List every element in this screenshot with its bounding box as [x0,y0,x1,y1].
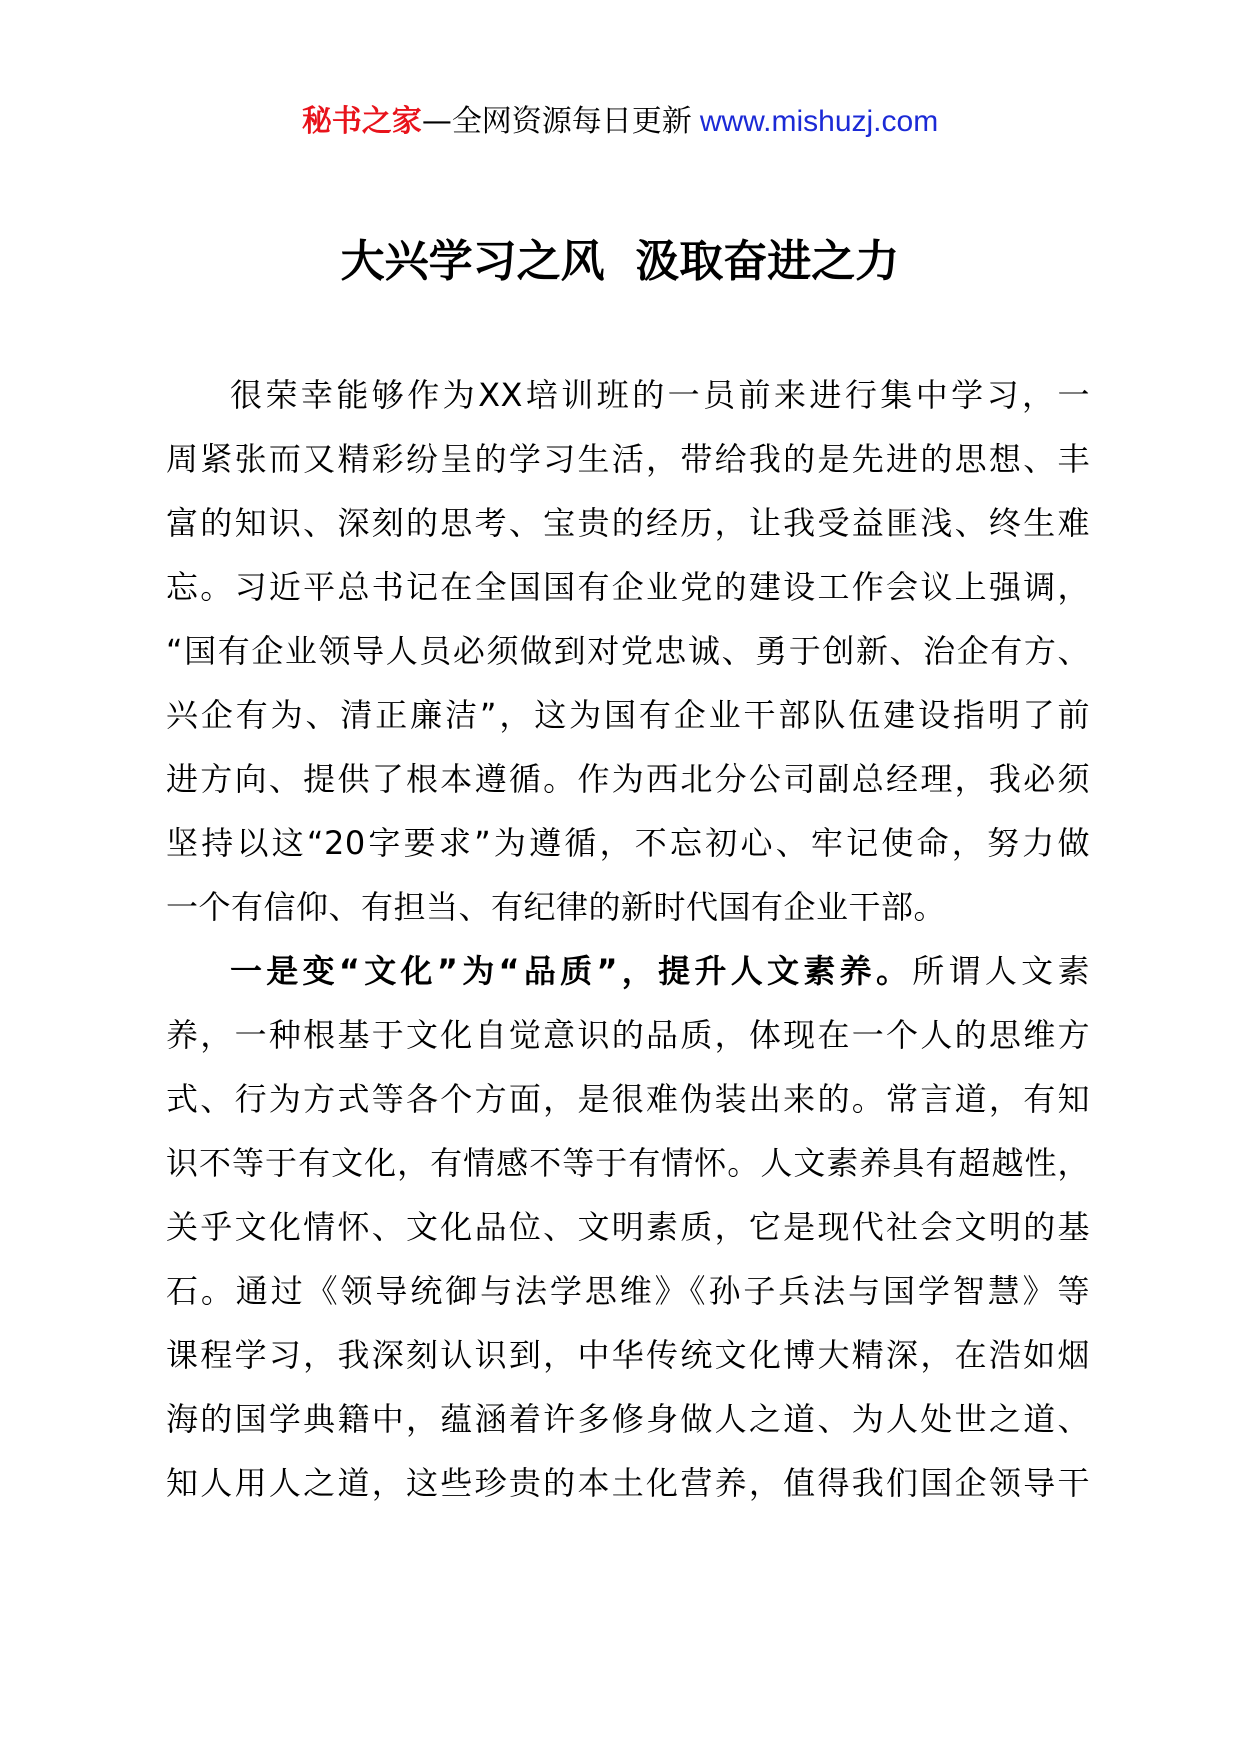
site-header [0,100,1240,144]
paragraph-1-line-9: 一个有信仰、有担当、有纪律的新时代国有企业干部。 [166,888,947,926]
paragraph-2-lead-heading: 一是变“文化”为“品质”，提升人文素养。 [230,952,913,990]
paragraph-1-line-7: 进方向、提供了根本遵循。作为西北分公司副总经理，我必须 [166,760,1090,798]
paragraph-1-line-1: 很荣幸能够作为XX培训班的一员前来进行集中学习，一 [230,376,1090,414]
paragraph-2-line-5: 关乎文化情怀、文化品位、文明素质，它是现代社会文明的基 [166,1208,1090,1246]
paragraph-1-line-6: 兴企有为、清正廉洁”，这为国有企业干部队伍建设指明了前 [166,696,1090,734]
paragraph-1-line-5: “国有企业领导人员必须做到对党忠诚、勇于创新、治企有方、 [166,632,1090,670]
site-url-link[interactable]: www.mishuzj.com [699,105,939,138]
paragraph-1-line-8: 坚持以这“20字要求”为遵循，不忘初心、牢记使命，努力做 [166,824,1090,862]
paragraph-2-line-7: 课程学习，我深刻认识到，中华传统文化博大精深，在浩如烟 [166,1336,1090,1374]
paragraph-2-lead-text: 所谓人文素 [912,952,1090,990]
paragraph-2-line-8: 海的国学典籍中，蕴涵着许多修身做人之道、为人处世之道、 [166,1400,1090,1438]
header-tagline: —全网资源每日更新 [421,104,692,139]
paragraph-1-line-4: 忘。习近平总书记在全国国有企业党的建设工作会议上强调， [166,568,1090,606]
paragraph-2-line-1 [166,939,1090,1003]
paragraph-2-line-2: 养，一种根基于文化自觉意识的品质，体现在一个人的思维方 [166,1016,1090,1054]
paragraph-2-line-9: 知人用人之道，这些珍贵的本土化营养，值得我们国企领导干 [166,1464,1090,1502]
document-title: 大兴学习之风 汲取奋进之力 [340,236,900,287]
paragraph-2-line-6: 石。通过《领导统御与法学思维》《孙子兵法与国学智慧》等 [166,1272,1090,1310]
paragraph-1-line-2: 周紧张而又精彩纷呈的学习生活，带给我的是先进的思想、丰 [166,440,1090,478]
paragraph-1-line-3: 富的知识、深刻的思考、宝贵的经历，让我受益匪浅、终生难 [166,504,1090,542]
paragraph-2-line-3: 式、行为方式等各个方面，是很难伪装出来的。常言道，有知 [166,1080,1090,1118]
brand-name: 秘书之家 [301,104,422,139]
document-body [166,363,1090,1515]
paragraph-2-line-4: 识不等于有文化，有情感不等于有情怀。人文素养具有超越性， [166,1144,1090,1182]
